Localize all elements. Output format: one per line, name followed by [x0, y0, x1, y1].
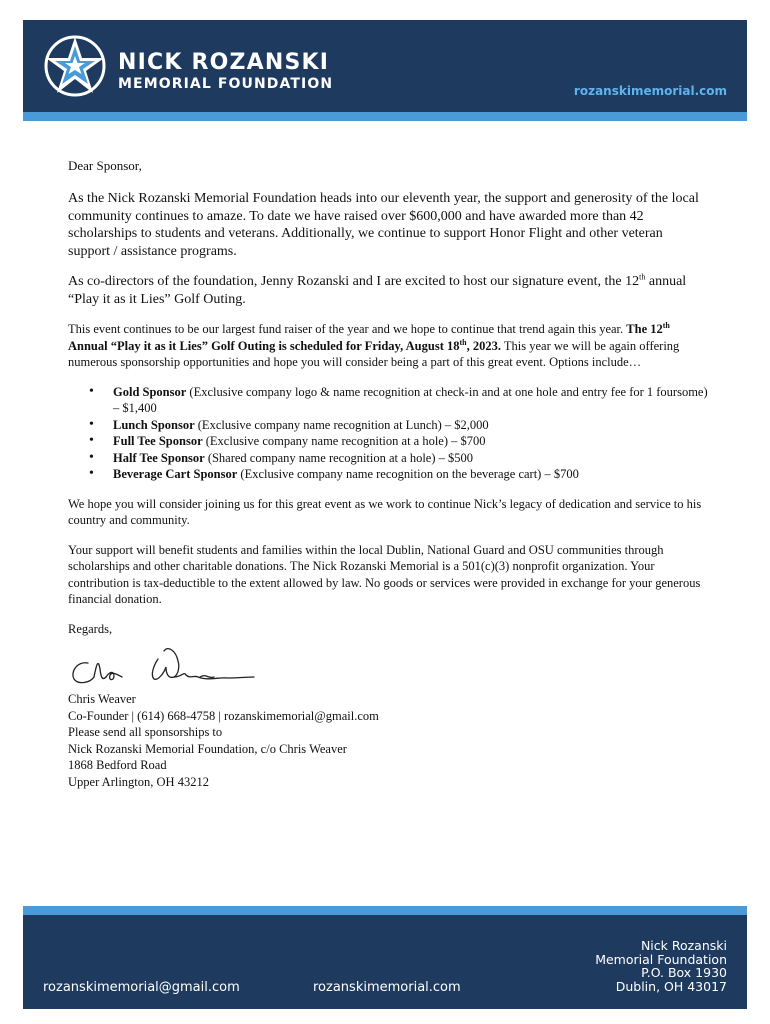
footer-banner [23, 915, 747, 1009]
event-text-a: As co-directors of the foundation, Jenny Rozanski and I are excited to host our signature event, the 12 [68, 274, 640, 289]
sponsorship-options-list [68, 384, 708, 483]
sponsor-detail: (Exclusive company logo & name recognition at check-in and at one hole and entry fee for 1 foursome) – $1,400 [113, 384, 708, 415]
header-website-link[interactable]: rozanskimemorial.com [573, 84, 727, 98]
sponsor-detail: (Exclusive company name recognition at a hole) – $700 [202, 434, 486, 448]
event-text-b: annual “Play it as it Lies” Golf Outing. [68, 274, 687, 307]
send-instructions: Please send all sponsorships to [68, 725, 223, 739]
mailing-address-line-1: Nick Rozanski Memorial Foundation, c/o Chris Weaver [68, 741, 347, 756]
highlight-text-b: Annual “Play it as it Lies” Golf Outing is scheduled for Friday, August 18 [68, 338, 460, 353]
details-text-b: This year we will be again offering numerous sponsorship opportunities and hope you will consider being a part of this great event. Options include… [68, 338, 680, 369]
signer-name: Chris Weaver [68, 692, 136, 706]
list-item [113, 384, 708, 417]
header-accent-stripe [23, 112, 747, 121]
details-paragraph [68, 321, 708, 371]
handwritten-signature [68, 641, 258, 689]
list-item [113, 433, 708, 450]
tax-paragraph: Your support will benefit students and families within the local Dublin, National Guard and OSU communities through scholarships and other charitable donations. The Nick Rozanski Memorial is a 501(c)(3) nonprofit organization. Your contribution is tax-deductible to the extent allowed by law. No goods or services were provided in exchange for your generous financial donation. [68, 542, 701, 606]
list-item [113, 417, 708, 434]
logo-line-2: MEMORIAL FOUNDATION [118, 76, 334, 92]
event-paragraph [68, 273, 708, 308]
signer-contact: Co-Founder | (614) 668-4758 | rozanskimemorial@gmail.com [68, 708, 379, 723]
highlight-text-c: , 2023. [466, 338, 501, 353]
footer-org-line-4: Dublin, OH 43017 [615, 978, 727, 994]
mailing-address-line-3: Upper Arlington, OH 43212 [68, 774, 209, 789]
sponsor-detail: (Exclusive company name recognition at Lunch) – $2,000 [194, 417, 489, 432]
intro-paragraph: As the Nick Rozanski Memorial Foundation heads into our eleventh year, the support and generosity of the local community continues to amaze. To date we have raised over $600,000 and have awarded more than 42 scholarships to students and veterans. Additionally, we continue to support Honor Flight and other veteran support / assistance programs. [68, 191, 699, 259]
letterhead-banner [23, 20, 747, 112]
footer-address [595, 939, 727, 993]
mailing-address-line-2: 1868 Bedford Road [68, 758, 167, 772]
footer-org-line-2: Memorial Foundation [595, 951, 727, 967]
superscript: th [639, 272, 646, 282]
legacy-paragraph: We hope you will consider joining us for this great event as we work to continue Nick’s legacy of dedication and service to his country and community. [68, 496, 702, 527]
sponsor-name: Full Tee Sponsor [113, 434, 203, 448]
sponsor-detail: (Shared company name recognition at a hole) – $500 [204, 450, 474, 465]
list-item [113, 466, 708, 483]
superscript: th [662, 320, 670, 330]
footer-org-line-3: P.O. Box 1930 [641, 965, 727, 980]
footer-website-link[interactable]: rozanskimemorial.com [313, 980, 461, 995]
sponsor-name: Lunch Sponsor [113, 417, 195, 432]
salutation: Dear Sponsor, [68, 158, 142, 173]
sponsor-name: Gold Sponsor [113, 384, 187, 399]
logo-wordmark [118, 52, 333, 91]
sponsor-name: Half Tee Sponsor [113, 450, 205, 465]
letter-body [68, 158, 708, 790]
footer-accent-stripe [23, 906, 747, 915]
highlight-text-a: The 12 [626, 322, 663, 336]
closing: Regards, [68, 621, 113, 636]
footer-email-link[interactable]: rozanskimemorial@gmail.com [43, 980, 240, 995]
star-icon [43, 34, 107, 98]
list-item [113, 450, 708, 467]
signature-block [68, 621, 708, 791]
sponsor-name: Beverage Cart Sponsor [113, 467, 238, 481]
logo-line-1: NICK ROZANSKI [118, 50, 330, 75]
footer-org-line-1: Nick Rozanski [640, 938, 727, 953]
details-text-a: This event continues to be our largest fund raiser of the year and we hope to continue that trend again this year. [68, 322, 627, 336]
sponsor-detail: (Exclusive company name recognition on the beverage cart) – $700 [237, 467, 579, 481]
superscript: th [459, 337, 467, 347]
